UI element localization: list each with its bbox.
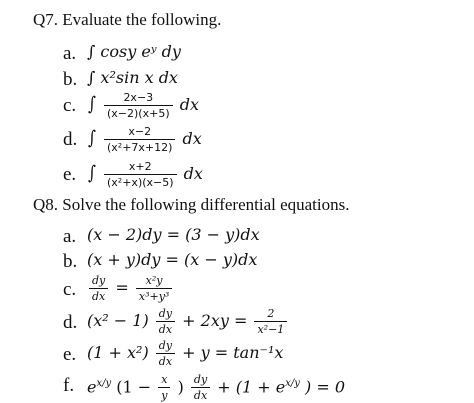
equals-sign: = bbox=[115, 278, 129, 297]
q8-heading: Q8. Solve the following differential equations. bbox=[33, 195, 350, 214]
integral-expression: ∫ x²sin x dx bbox=[87, 68, 178, 87]
item-label: a. bbox=[63, 226, 77, 247]
item-label: b. bbox=[63, 251, 78, 272]
integral-expression: ∫ cosy eʸ dy bbox=[87, 42, 181, 61]
denominator: (x²+x)(x−5) bbox=[104, 174, 177, 189]
fraction bbox=[191, 373, 210, 402]
equation bbox=[87, 338, 283, 368]
fraction bbox=[104, 160, 177, 189]
exponent: x/y bbox=[285, 378, 300, 389]
equation-middle: + y = tan⁻¹x bbox=[182, 343, 284, 362]
denominator: x²−1 bbox=[254, 321, 287, 336]
integral-expression bbox=[87, 89, 199, 120]
exponent: x/y bbox=[96, 378, 112, 389]
paren-close: ) bbox=[177, 377, 184, 397]
item-label: f. bbox=[63, 375, 75, 396]
q7-heading: Q7. Evaluate the following. bbox=[33, 10, 222, 29]
fraction bbox=[158, 373, 170, 402]
item-label: d. bbox=[63, 312, 78, 333]
numerator: x²y bbox=[145, 274, 163, 287]
differential: dx bbox=[183, 164, 203, 183]
item-label: b. bbox=[63, 69, 78, 90]
equation-end: ) = 0 bbox=[305, 377, 345, 397]
paren-open: (1 − bbox=[116, 377, 152, 397]
integral-sign: ∫ bbox=[87, 162, 96, 184]
equation-middle: + (1 + e bbox=[217, 377, 286, 397]
integral-expression bbox=[87, 123, 202, 154]
numerator: 2 bbox=[267, 307, 275, 320]
denominator: x³+y³ bbox=[136, 288, 172, 303]
equation-middle: + 2xy = bbox=[182, 311, 248, 330]
equation bbox=[87, 369, 345, 402]
exp-base: e bbox=[87, 377, 97, 397]
denominator: dx bbox=[156, 321, 175, 336]
numerator: dy bbox=[92, 274, 106, 287]
integral-expression bbox=[87, 158, 203, 189]
fraction bbox=[104, 125, 175, 154]
fraction bbox=[104, 91, 173, 120]
fraction bbox=[89, 274, 108, 303]
numerator: x+2 bbox=[128, 160, 152, 173]
integral-sign: ∫ bbox=[87, 93, 96, 115]
denominator: (x²+7x+12) bbox=[104, 139, 175, 154]
denominator: y bbox=[158, 387, 170, 402]
differential: dx bbox=[179, 95, 199, 114]
equation-prefix: (1 + x²) bbox=[87, 343, 149, 362]
item-label: e. bbox=[63, 344, 77, 365]
numerator: dy bbox=[193, 373, 208, 387]
item-label: c. bbox=[63, 95, 77, 116]
fraction bbox=[156, 307, 175, 336]
equation: (x + y)dy = (x − y)dx bbox=[87, 250, 258, 269]
numerator: x bbox=[161, 373, 168, 387]
fraction bbox=[254, 307, 287, 336]
denominator: dx bbox=[191, 387, 210, 402]
differential: dx bbox=[182, 129, 202, 148]
denominator: (x−2)(x+5) bbox=[104, 105, 173, 120]
equation bbox=[87, 306, 289, 336]
numerator: x−2 bbox=[128, 125, 152, 138]
equation-prefix: (x² − 1) bbox=[87, 311, 149, 330]
denominator: dx bbox=[89, 288, 108, 303]
equation bbox=[87, 273, 174, 303]
item-label: e. bbox=[63, 164, 77, 185]
fraction bbox=[156, 339, 175, 368]
numerator: dy bbox=[158, 307, 173, 320]
numerator: dy bbox=[158, 339, 173, 352]
item-label: a. bbox=[63, 43, 77, 64]
integral-sign: ∫ bbox=[87, 127, 96, 149]
equation: (x − 2)dy = (3 − y)dx bbox=[87, 225, 260, 244]
fraction bbox=[136, 274, 172, 303]
item-label: c. bbox=[63, 279, 77, 300]
numerator: 2x−3 bbox=[123, 91, 154, 104]
denominator: dx bbox=[156, 353, 175, 368]
item-label: d. bbox=[63, 129, 78, 150]
